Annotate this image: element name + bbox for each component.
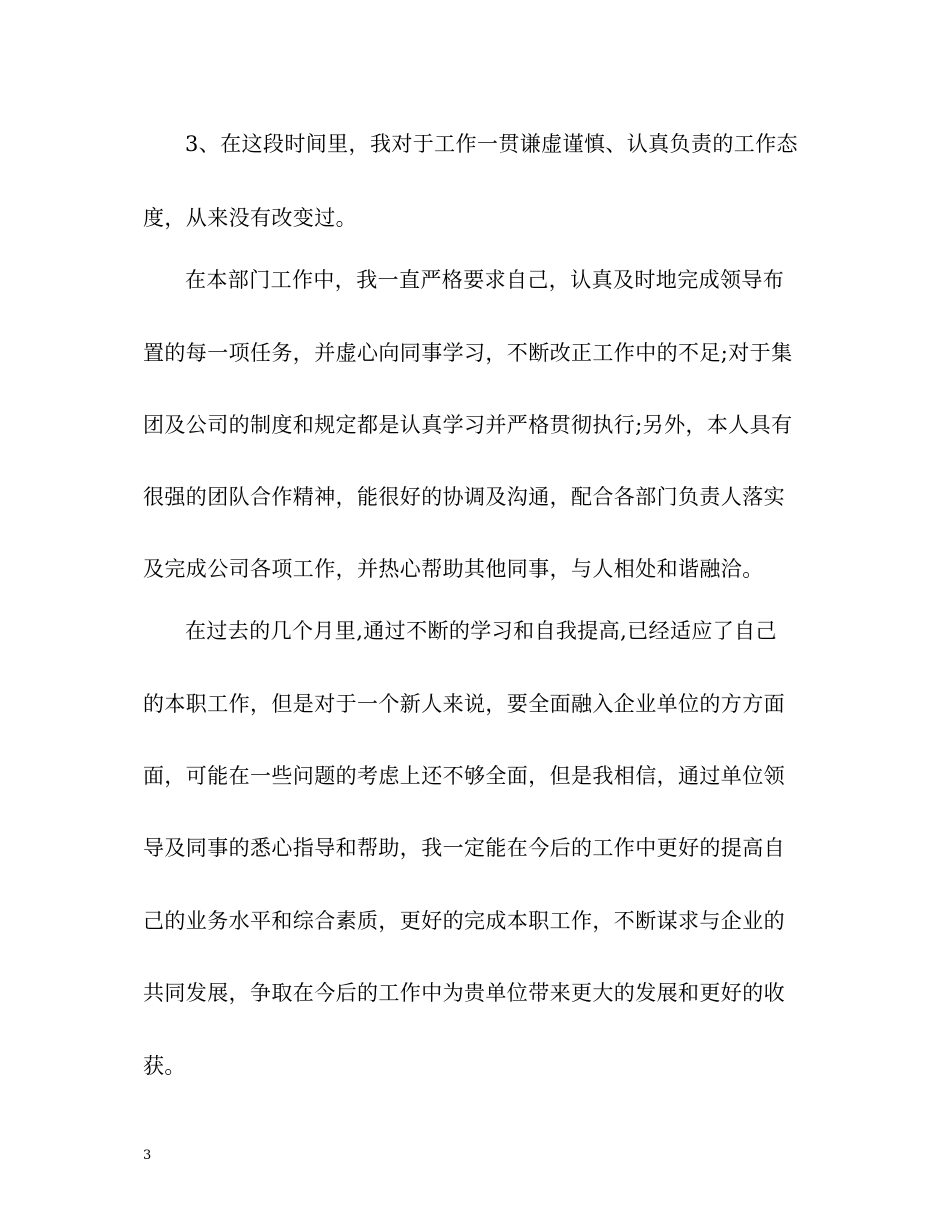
paragraph-line: 获。 xyxy=(143,1054,186,1078)
paragraph-line: 置的每一项任务，并虚心向同事学习，不断改正工作中的不足;对于集 xyxy=(143,341,793,365)
paragraph-line: 共同发展，争取在今后的工作中为贵单位带来更大的发展和更好的收 xyxy=(143,981,785,1005)
page-number: 3 xyxy=(143,1148,152,1163)
paragraph-line: 导及同事的悉心指导和帮助，我一定能在今后的工作中更好的提高自 xyxy=(143,836,785,860)
paragraph-line: 度，从来没有改变过。 xyxy=(143,206,357,230)
paragraph-line: 及完成公司各项工作，并热心帮助其他同事，与人相处和谐融洽。 xyxy=(143,557,764,581)
paragraph-line: 己的业务水平和综合素质，更好的完成本职工作，不断谋求与企业的 xyxy=(143,909,785,933)
paragraph-line: 面，可能在一些问题的考虑上还不够全面，但是我相信，通过单位领 xyxy=(143,764,785,788)
paragraph-line: 的本职工作，但是对于一个新人来说，要全面融入企业单位的方方面 xyxy=(143,692,785,716)
paragraph-line: 在过去的几个月里,通过不断的学习和自我提高,已经适应了自己 xyxy=(185,619,777,643)
paragraph-line: 3、在这段时间里，我对于工作一贯谦虚谨慎、认真负责的工作态 xyxy=(185,132,798,156)
paragraph-line: 很强的团队合作精神，能很好的协调及沟通，配合各部门负责人落实 xyxy=(143,485,785,509)
paragraph-line: 在本部门工作中，我一直严格要求自己，认真及时地完成领导布 xyxy=(185,268,785,292)
paragraph-line: 团及公司的制度和规定都是认真学习并严格贯彻执行;另外，本人具有 xyxy=(143,413,793,437)
